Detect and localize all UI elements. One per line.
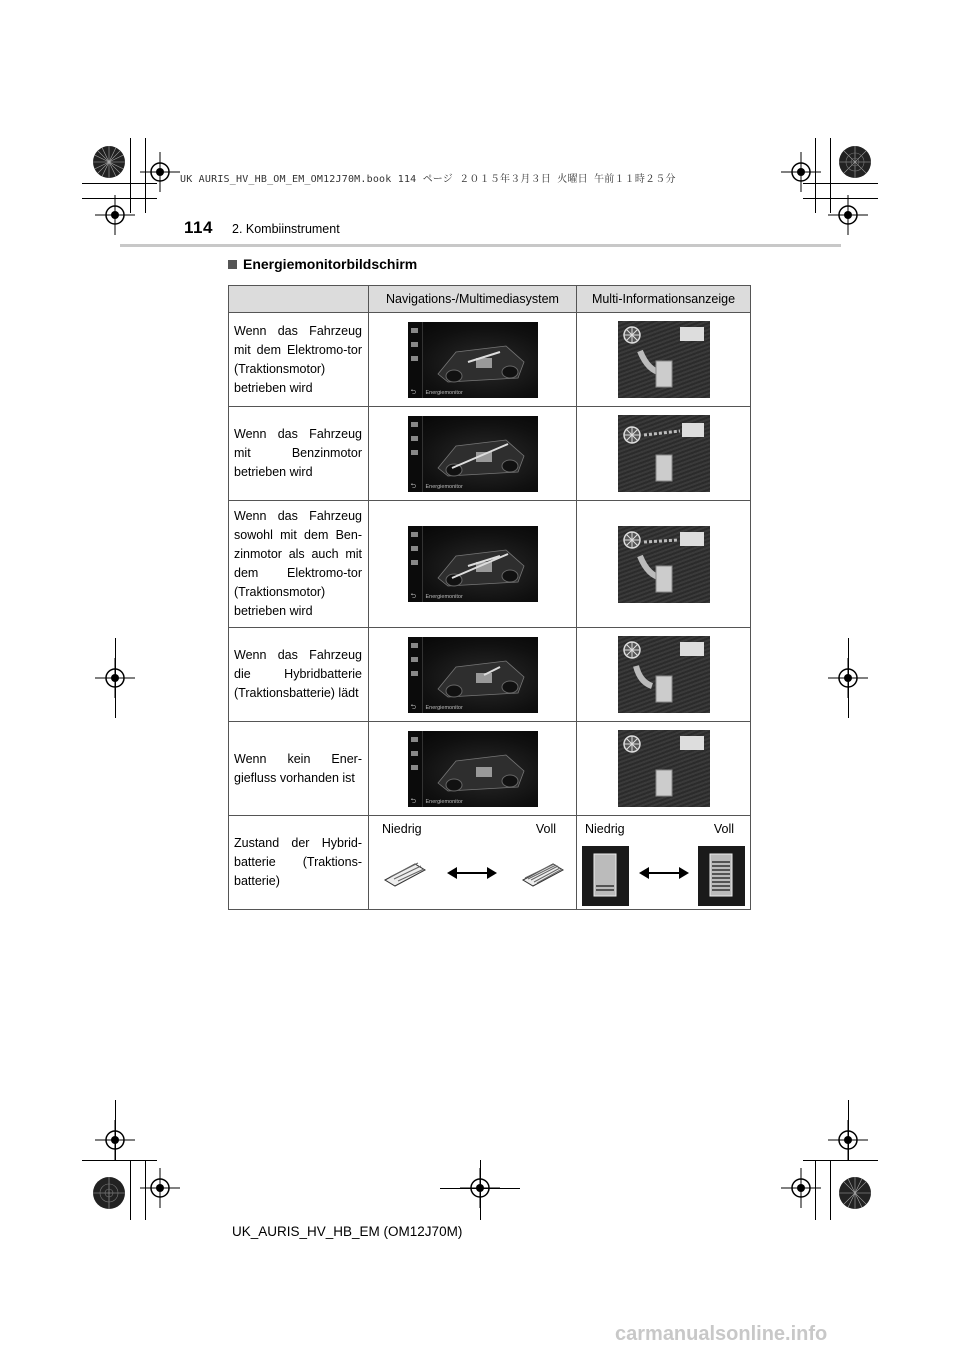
table-header-row: [229, 286, 751, 313]
registration-crosshair-icon: [140, 1168, 180, 1208]
chapter-title: 2. Kombiinstrument: [232, 222, 340, 236]
nav-screen-image: [408, 637, 538, 713]
crop-mark: [830, 1160, 831, 1220]
battery-full-label: Voll: [535, 822, 556, 836]
header-cell-mid: Multi-Informationsanzeige: [577, 286, 751, 313]
nav-screen-label: Energiemonitor: [425, 594, 463, 600]
table-row: [229, 628, 751, 722]
registration-crosshair-icon: [95, 1120, 135, 1160]
nav-screen-image: [408, 322, 538, 398]
registration-crosshair-icon: [140, 152, 180, 192]
table-row: [229, 407, 751, 501]
car-energy-icon: [428, 328, 533, 388]
nav-screen-label: Energiemonitor: [425, 798, 463, 805]
double-arrow-icon: [639, 866, 689, 880]
mid-screen-image: [618, 636, 710, 713]
row-description: Wenn das Fahrzeug mit Benzinmotor betrieben wird: [229, 407, 369, 501]
row-description: Wenn das Fahrzeug mit dem Elektromo-tor (Traktionsmotor) betrieben wird: [229, 313, 369, 407]
book-info: UK AURIS_HV_HB_OM_EM_OM12J70M.book 114 ページ ２０１５年３月３日 火曜日 午前１１時２５分: [180, 174, 676, 185]
mid-screen-image: [618, 321, 710, 398]
document-code: UK_AURIS_HV_HB_EM (OM12J70M): [232, 1224, 463, 1239]
row-description: Wenn das Fahrzeug sowohl mit dem Ben-zinmotor als auch mit dem Elektromo-tor (Traktionsmotor) betrieben wird: [229, 501, 369, 628]
header-rule: [120, 244, 841, 247]
registration-crosshair-icon: [828, 195, 868, 235]
car-energy-icon: [428, 737, 533, 797]
crop-mark: [803, 1160, 878, 1161]
registration-crosshair-icon: [95, 195, 135, 235]
car-energy-icon: [428, 643, 533, 703]
return-icon[interactable]: ⮌: [410, 388, 417, 396]
table-row: [229, 313, 751, 407]
table-row: [229, 722, 751, 816]
header-cell: [229, 286, 369, 313]
mid-screen-image: [618, 415, 710, 492]
battery-full-label: Voll: [713, 822, 734, 836]
return-icon[interactable]: ⮌: [410, 482, 417, 490]
watermark: carmanualsonline.info: [615, 1323, 828, 1345]
table-row-battery: [229, 816, 751, 910]
section-heading: [228, 256, 417, 272]
row-description: Wenn das Fahrzeug die Hybridbatterie (Traktionsbatterie) lädt: [229, 628, 369, 722]
mid-battery-full-icon: [698, 846, 745, 906]
energy-monitor-table: [228, 285, 751, 910]
nav-screen-label: Energiemonitor: [425, 704, 463, 711]
registration-crosshair-icon: [828, 1120, 868, 1160]
nav-screen-label: Energiemonitor: [425, 483, 463, 490]
nav-screen-image: [408, 526, 538, 602]
battery-low-icon: [379, 860, 429, 888]
registration-crosshair-icon: [95, 658, 135, 698]
row-description: Wenn kein Ener-giefluss vorhanden ist: [229, 722, 369, 816]
header-cell-nav: Navigations-/Multimediasystem: [369, 286, 577, 313]
section-title: Energiemonitorbildschirm: [243, 256, 418, 272]
battery-low-label: Niedrig: [382, 822, 422, 836]
nav-screen-image: [408, 731, 538, 807]
crop-mark: [130, 1160, 131, 1220]
page-number: 114: [184, 218, 213, 237]
table-row: [229, 501, 751, 628]
mid-battery-low-icon: [582, 846, 629, 906]
registration-rosette-icon: [92, 145, 126, 179]
battery-low-label: Niedrig: [585, 822, 625, 836]
registration-crosshair-icon: [828, 658, 868, 698]
double-arrow-icon: [447, 866, 497, 880]
battery-full-icon: [517, 860, 567, 888]
return-icon[interactable]: ⮌: [410, 797, 417, 805]
crop-mark: [82, 1160, 157, 1161]
registration-crosshair-icon: [460, 1168, 500, 1208]
return-icon[interactable]: ⮌: [410, 593, 417, 600]
mid-screen-image: [618, 526, 710, 603]
registration-rosette-icon: [838, 1176, 872, 1210]
row-description: Zustand der Hybrid-batterie (Traktions-batterie): [229, 816, 369, 910]
bullet-square-icon: [228, 260, 237, 269]
nav-screen-image: [408, 416, 538, 492]
registration-crosshair-icon: [781, 152, 821, 192]
return-icon[interactable]: ⮌: [410, 703, 417, 711]
mid-screen-image: [618, 730, 710, 807]
car-energy-icon: [428, 422, 533, 482]
registration-crosshair-icon: [781, 1168, 821, 1208]
registration-rosette-icon: [838, 145, 872, 179]
registration-rosette-icon: [92, 1176, 126, 1210]
nav-screen-label: Energiemonitor: [425, 389, 463, 396]
car-energy-icon: [428, 532, 533, 592]
